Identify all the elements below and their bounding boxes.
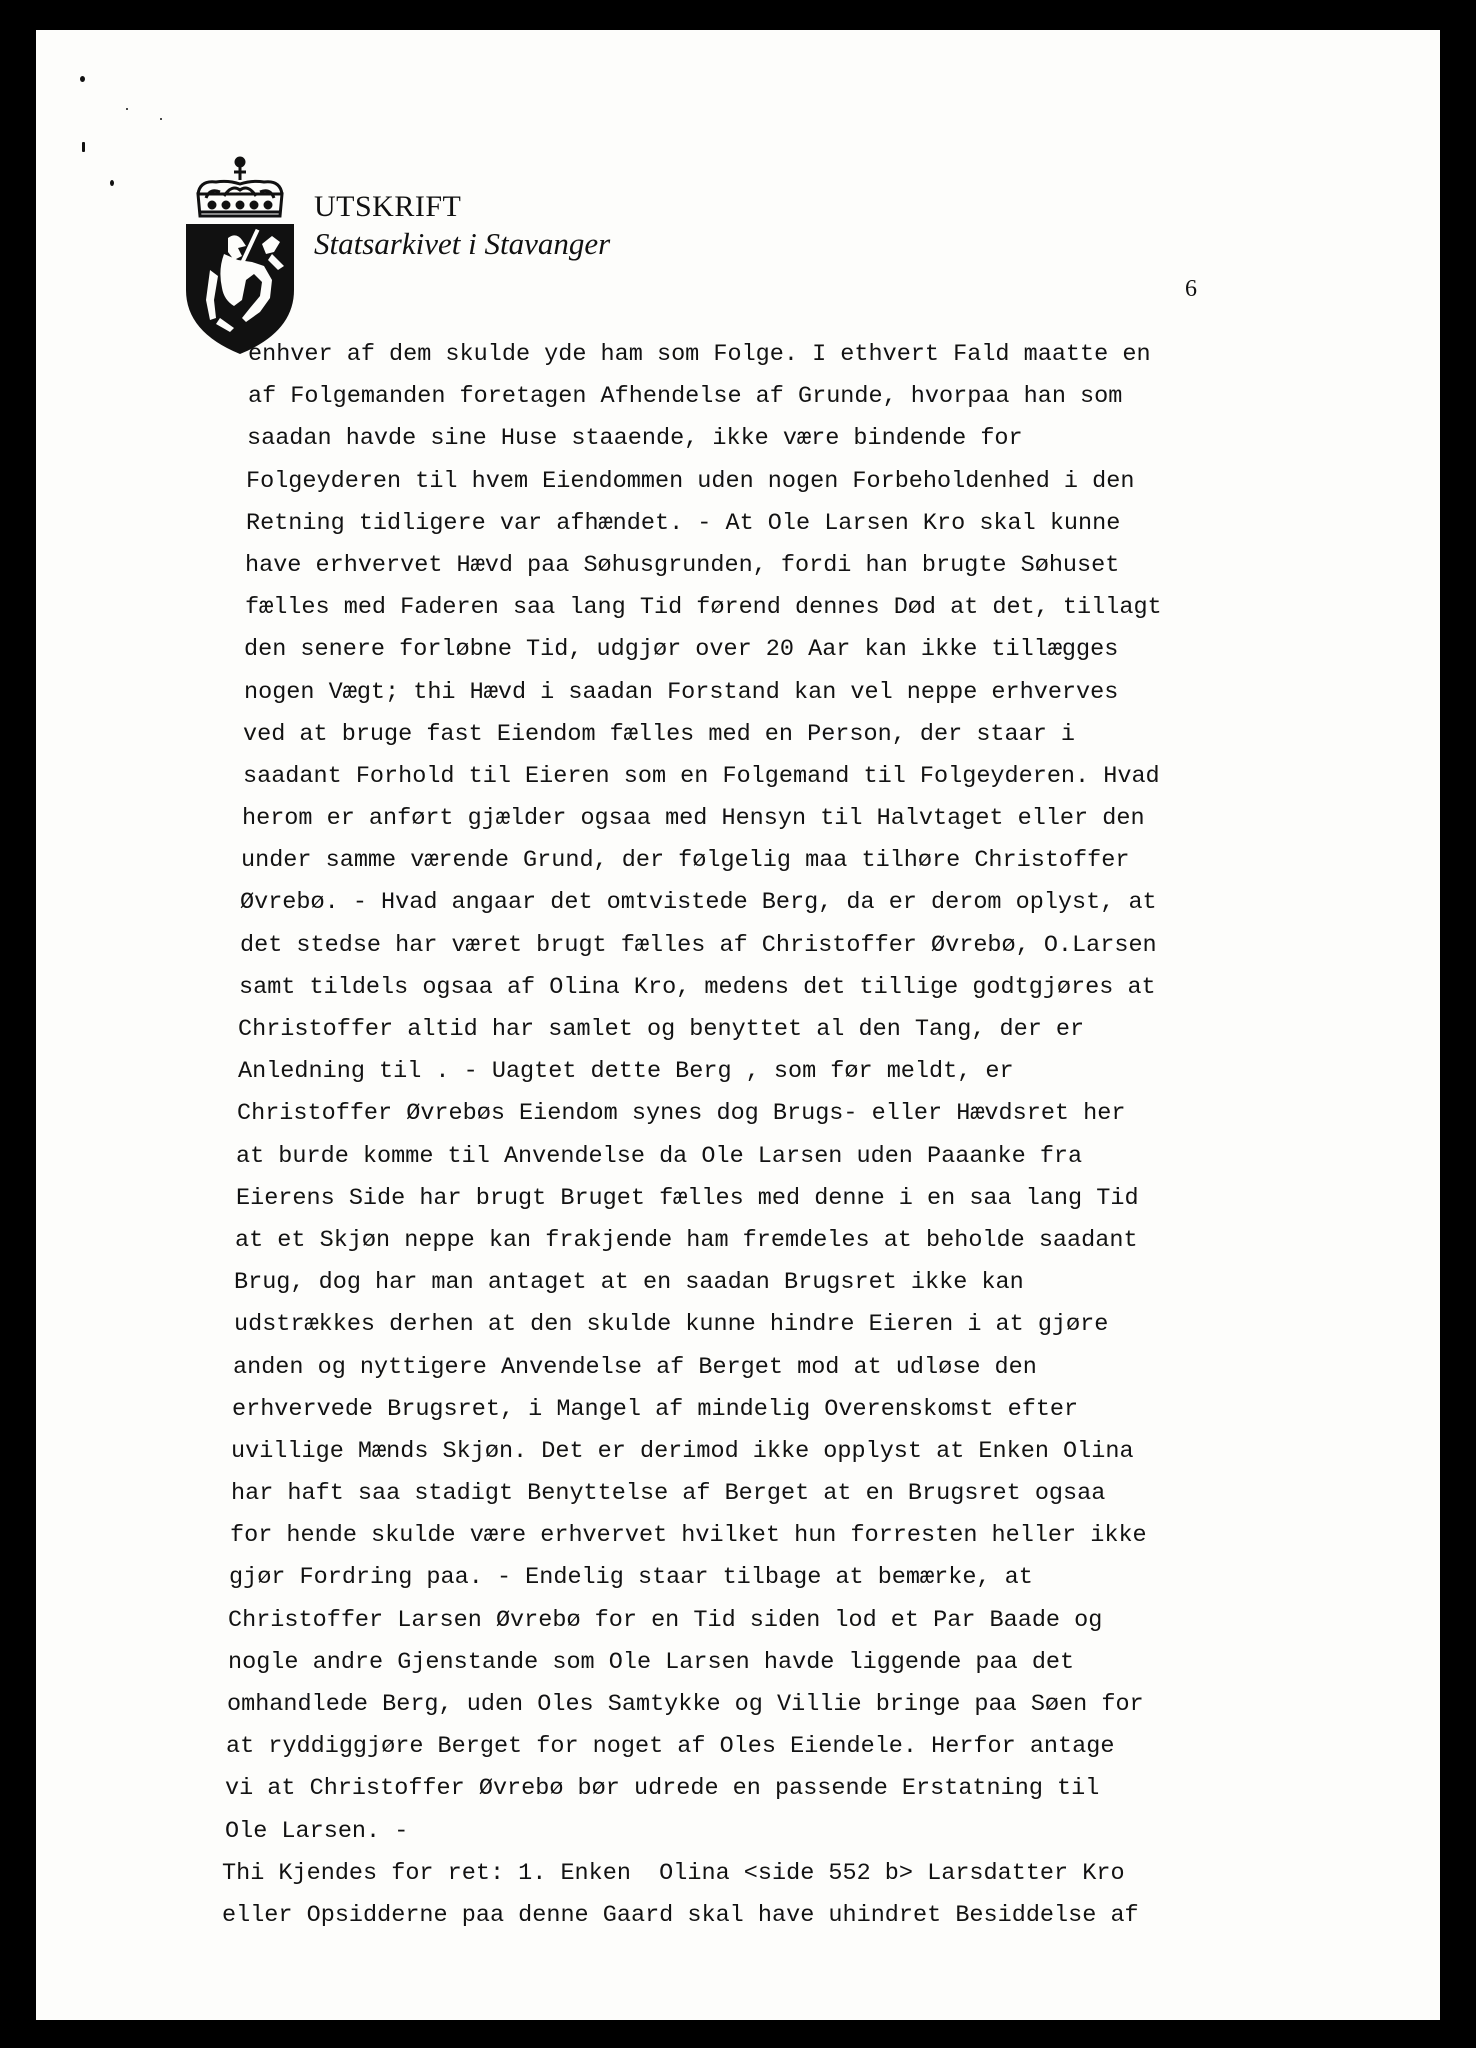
- text-line: gjør Fordring paa. - Endelig staar tilbage at bemærke, at: [229, 1564, 1033, 1592]
- text-line: Øvrebø. - Hvad angaar det omtvistede Berg, da er derom oplyst, at: [240, 889, 1157, 917]
- text-line: saadant Forhold til Eieren som en Folgemand til Folgeyderen. Hvad: [243, 762, 1160, 790]
- text-line: Christoffer Øvrebøs Eiendom synes dog Brugs- eller Hævdsret her: [237, 1100, 1126, 1128]
- text-line: Anledning til . - Uagtet dette Berg , som før meldt, er: [238, 1058, 1014, 1086]
- text-line: herom er anført gjælder ogsaa med Hensyn til Halvtaget eller den: [242, 805, 1145, 833]
- scan-speck: [126, 108, 128, 110]
- text-line: Christoffer altid har samlet og benyttet al den Tang, der er: [238, 1016, 1085, 1043]
- text-line: omhandlede Berg, uden Oles Samtykke og Villie bringe paa Søen for: [227, 1691, 1144, 1718]
- text-line: samt tildels ogsaa af Olina Kro, medens det tillige godtgjøres at: [239, 973, 1156, 1001]
- text-line: af Folgemanden foretagen Afhendelse af Grunde, hvorpaa han som: [248, 383, 1123, 411]
- scan-speck: [110, 180, 114, 186]
- text-line: Eierens Side har brugt Bruget fælles med denne i en saa lang Tid: [236, 1184, 1139, 1212]
- text-line: at burde komme til Anvendelse da Ole Larsen uden Paaanke fra: [236, 1142, 1083, 1170]
- text-line: have erhvervet Hævd paa Søhusgrunden, fordi han brugte Søhuset: [245, 551, 1120, 579]
- page-number: 6: [1185, 276, 1197, 302]
- text-line: den senere forløbne Tid, udgjør over 20 Aar kan ikke tillægges: [244, 636, 1119, 664]
- text-line: nogen Vægt; thi Hævd i saadan Forstand kan vel neppe erhverves: [244, 678, 1119, 706]
- text-line: anden og nyttigere Anvendelse af Berget mod at udløse den: [233, 1353, 1037, 1381]
- scan-speck: [82, 142, 85, 152]
- text-line: vi at Christoffer Øvrebø bør udrede en passende Erstatning til: [225, 1775, 1100, 1803]
- text-line: Christoffer Larsen Øvrebø for en Tid siden lod et Par Baade og: [228, 1606, 1103, 1634]
- text-line: ved at bruge fast Eiendom fælles med en Person, der staar i: [243, 720, 1076, 748]
- text-line: nogle andre Gjenstande som Ole Larsen havde liggende paa det: [228, 1648, 1075, 1676]
- text-line: Retning tidligere var afhændet. - At Ole Larsen Kro skal kunne: [246, 509, 1121, 537]
- text-line: Ole Larsen. -: [225, 1817, 409, 1845]
- text-line: saadan havde sine Huse staaende, ikke være bindende for: [247, 425, 1023, 453]
- text-line: har haft saa stadigt Benyttelse af Berget at en Brugsret ogsaa: [231, 1480, 1106, 1508]
- text-line: det stedse har været brugt fælles af Christoffer Øvrebø, O.Larsen: [240, 931, 1157, 959]
- norwegian-coat-of-arms-icon: [176, 150, 304, 358]
- text-line: erhvervede Brugsret, i Mangel af mindelig Overenskomst efter: [232, 1395, 1079, 1423]
- text-line: at ryddiggjøre Berget for noget af Oles Eiendele. Herfor antage: [226, 1733, 1115, 1761]
- text-line: Thi Kjendes for ret: 1. Enken Olina <side 552 b> Larsdatter Kro: [222, 1859, 1125, 1887]
- header-subtitle: Statsarkivet i Stavanger: [314, 226, 611, 261]
- text-line: Folgeyderen til hvem Eiendommen uden nogen Forbeholdenhed i den: [246, 467, 1135, 495]
- text-line: eller Opsidderne paa denne Gaard skal have uhindret Besiddelse af: [222, 1901, 1139, 1929]
- text-line: uvillige Mænds Skjøn. Det er derimod ikke opplyst at Enken Olina: [231, 1437, 1134, 1465]
- text-line: fælles med Faderen saa lang Tid førend dennes Død at det, tillagt: [245, 594, 1162, 622]
- text-line: under samme værende Grund, der følgelig maa tilhøre Christoffer: [241, 847, 1130, 875]
- text-line: udstrækkes derhen at den skulde kunne hindre Eieren i at gjøre: [234, 1311, 1109, 1339]
- text-line: enhver af dem skulde yde ham som Folge. I ethvert Fald maatte en: [248, 341, 1151, 368]
- document-page: [36, 30, 1440, 2020]
- text-line: for hende skulde være erhvervet hvilket hun forresten heller ikke: [230, 1522, 1147, 1550]
- text-line: Brug, dog har man antaget at en saadan Brugsret ikke kan: [234, 1269, 1024, 1297]
- header-title: UTSKRIFT: [314, 190, 462, 223]
- document-body: [222, 334, 1336, 1937]
- scan-speck: [160, 118, 162, 120]
- text-line: at et Skjøn neppe kan frakjende ham fremdeles at beholde saadant: [235, 1226, 1138, 1254]
- scan-speck: [80, 76, 85, 82]
